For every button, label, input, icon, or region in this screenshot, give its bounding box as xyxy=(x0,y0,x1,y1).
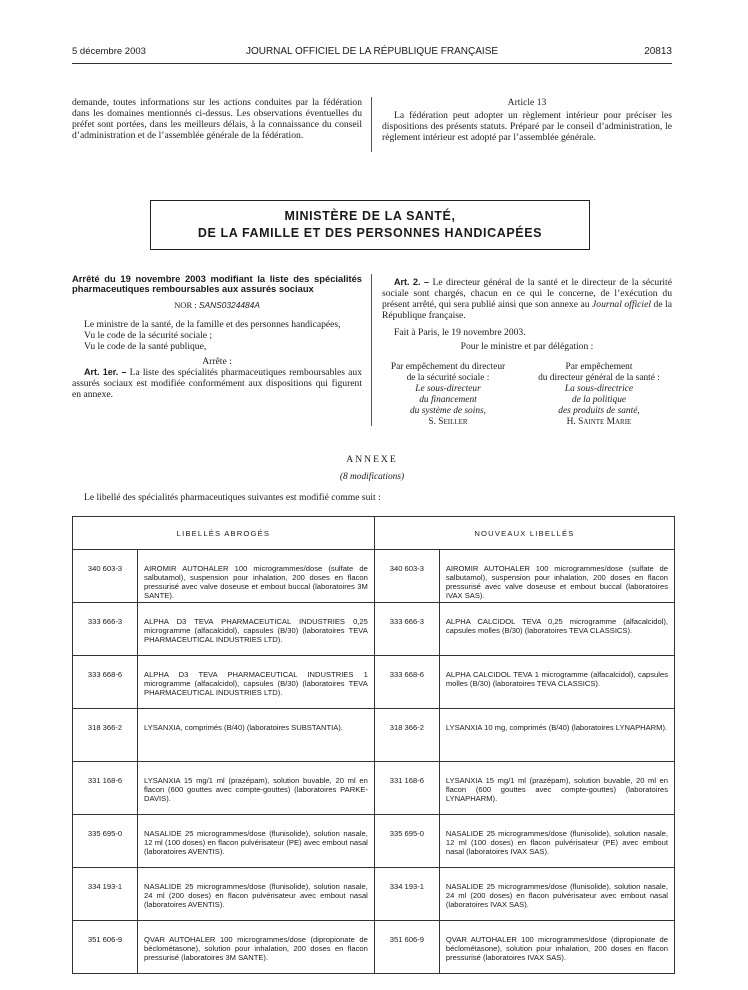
art2-journal: Journal officiel xyxy=(592,299,652,310)
new-code-cell: 334 193-1 xyxy=(374,868,439,921)
annexe-subtitle: (8 modifications) xyxy=(339,472,405,482)
old-label-cell: NASALIDE 25 microgrammes/dose (flunisolide), solution nasale, 24 ml (200 doses) en flacon pulvérisateur avec embout nasal (laboratoires AVENTIS). xyxy=(138,868,375,921)
modifications-table xyxy=(72,516,675,974)
page-header xyxy=(72,46,672,64)
new-code-cell: 318 366-2 xyxy=(374,709,439,762)
new-label-cell: ALPHA CALCIDOL TEVA 1 microgramme (alfacalcidol), capsules molles (B/30) (laboratoires TEVA CLASSICS). xyxy=(439,656,674,709)
annexe-intro: Le libellé des spécialités pharmaceutiques suivantes est modifié comme suit : xyxy=(84,492,381,503)
sig-left-line-2: de la sécurité sociale : xyxy=(406,373,490,383)
arrete-right-column xyxy=(382,277,672,352)
old-label-cell: LYSANXIA, comprimés (B/40) (laboratoires SUBSTANTIA). xyxy=(138,709,375,762)
nor-label: NOR : xyxy=(174,300,199,310)
header-old-labels: LIBELLÉS ABROGÉS xyxy=(73,517,375,550)
old-code-cell: 335 695-0 xyxy=(73,815,138,868)
header-page-number: 20813 xyxy=(644,46,672,57)
old-label-cell: ALPHA D3 TEVA PHARMACEUTICAL INDUSTRIES 0,25 microgramme (alfacalcidol), capsules (B/30) (laboratoires TEVA PHARMACEUTICAL INDUSTRIES LTD). xyxy=(138,603,375,656)
sig-left-line-1: Par empêchement du directeur xyxy=(390,362,506,372)
article-13-title: Article 13 xyxy=(507,97,547,108)
old-code-cell: 333 666-3 xyxy=(73,603,138,656)
table-row xyxy=(73,656,675,709)
column-divider-arrete xyxy=(371,274,372,426)
new-code-cell: 333 668-6 xyxy=(374,656,439,709)
header-rule xyxy=(72,63,672,64)
old-code-cell: 331 168-6 xyxy=(73,762,138,815)
new-label-cell: NASALIDE 25 microgrammes/dose (flunisolide), solution nasale, 24 ml (200 doses) en flacon pulvérisateur avec embout nasal (laboratoires IVAX SAS). xyxy=(439,868,674,921)
old-code-cell: 334 193-1 xyxy=(73,868,138,921)
table-body xyxy=(73,550,675,974)
new-code-cell: 331 168-6 xyxy=(374,762,439,815)
table-row xyxy=(73,868,675,921)
sig-left-name: S. Seiller xyxy=(428,417,468,427)
top-left-paragraph: demande, toutes informations sur les actions conduites par la fédération dans les domaines mentionnés ci-dessus. Les observations éventuelles du préfet sont portées, dans les meilleurs délais, à la connaissance du conseil d’administration et de l’assemblée générale de la fédération. xyxy=(72,97,362,141)
header-journal-title: JOURNAL OFFICIEL DE LA RÉPUBLIQUE FRANÇAISE xyxy=(245,46,499,57)
new-label-cell: LYSANXIA 10 mg, comprimés (B/40) (laboratoires LYNAPHARM). xyxy=(439,709,674,762)
signature-left xyxy=(374,362,522,428)
new-code-cell: 335 695-0 xyxy=(374,815,439,868)
arrete-vu-2: Vu le code de la santé publique, xyxy=(84,341,207,352)
sig-right-title-2: de la politique xyxy=(571,395,627,405)
old-label-cell: AIROMIR AUTOHALER 100 microgrammes/dose (sulfate de salbutamol), suspension pour inhalation, 200 doses en flacon pressurisé avec valve doseuse et embout buccal (laboratoires 3M SANTE). xyxy=(138,550,375,603)
new-code-cell: 340 603-3 xyxy=(374,550,439,603)
new-label-cell: ALPHA CALCIDOL TEVA 0,25 microgramme (alfacalcidol), capsules molles (B/30) (laboratoires TEVA CLASSICS). xyxy=(439,603,674,656)
art1-text: La liste des spécialités pharmaceutiques remboursables aux assurés sociaux est modifiée conformément aux dispositions qui figurent en annexe. xyxy=(72,367,362,400)
table-row xyxy=(73,921,675,974)
old-code-cell: 318 366-2 xyxy=(73,709,138,762)
sig-right-title-1: La sous-directrice xyxy=(564,384,634,394)
old-label-cell: QVAR AUTOHALER 100 microgrammes/dose (dipropionate de béclométasone), solution pour inhalation, 200 doses en flacon pressurisé (laboratoires 3M SANTE). xyxy=(138,921,375,974)
art2-text: Le directeur général de la santé et le directeur de la sécurité sociale sont chargés, chacun en ce qui le concerne, de l’exécution du présent arrêté, qui sera publié ainsi que son annexe au xyxy=(382,277,672,310)
old-label-cell: ALPHA D3 TEVA PHARMACEUTICAL INDUSTRIES 1 microgramme (alfacalcidol), capsules (B/30) (laboratoires TEVA PHARMACEUTICAL INDUSTRIES LTD). xyxy=(138,656,375,709)
art2-label: Art. 2. – xyxy=(394,277,430,287)
art1-label: Art. 1er. – xyxy=(84,367,127,377)
table-row xyxy=(73,603,675,656)
arrete-vu-1: Vu le code de la sécurité sociale ; xyxy=(84,330,213,341)
signature-right xyxy=(524,362,674,428)
ministry-line-1: MINISTÈRE DE LA SANTÉ, xyxy=(284,209,456,223)
arrete-title: Arrêté du 19 novembre 2003 modifiant la liste des spécialités pharmaceutiques remboursables aux assurés sociaux xyxy=(72,273,362,294)
sig-right-line-1: Par empêchement xyxy=(565,362,633,372)
table-row xyxy=(73,709,675,762)
new-label-cell: NASALIDE 25 microgrammes/dose (flunisolide), solution nasale, 12 ml (100 doses) en flacon pulvérisateur (PE) avec embout nasal (laboratoires IVAX SAS). xyxy=(439,815,674,868)
header-date: 5 décembre 2003 xyxy=(72,46,146,57)
old-label-cell: NASALIDE 25 microgrammes/dose (flunisolide), solution nasale, 12 ml (100 doses) en flacon pulvérisateur (PE) avec embout nasal (laboratoires AVENTIS). xyxy=(138,815,375,868)
new-label-cell: LYSANXIA 15 mg/1 ml (prazépam), solution buvable, 20 ml en flacon (600 gouttes avec compte-gouttes) (laboratoires LYNAPHARM). xyxy=(439,762,674,815)
pour-le-ministre: Pour le ministre et par délégation : xyxy=(460,341,594,352)
sig-left-title-2: du financement xyxy=(419,395,477,405)
sig-left-title-1: Le sous-directeur xyxy=(415,384,481,394)
top-left-column xyxy=(72,97,362,141)
new-label-cell: AIROMIR AUTOHALER 100 microgrammes/dose (sulfate de salbutamol), suspension pour inhalation, 200 doses en flacon pressurisé avec valve doseuse et embout buccal (laboratoires IVAX SAS). xyxy=(439,550,674,603)
arrete-label: Arrête : xyxy=(202,356,232,367)
sig-right-title-3: des produits de santé, xyxy=(558,406,640,416)
new-code-cell: 333 666-3 xyxy=(374,603,439,656)
article-13-text: La fédération peut adopter un règlement intérieur pour préciser les dispositions des présents statuts. Préparé par le conseil d’administration, le règlement intérieur est adopté par l’assemblée générale. xyxy=(382,110,672,143)
table-row xyxy=(73,815,675,868)
ministry-line-2: DE LA FAMILLE ET DES PERSONNES HANDICAPÉES xyxy=(197,226,543,240)
table-header-row xyxy=(73,517,675,550)
new-code-cell: 351 606-9 xyxy=(374,921,439,974)
column-divider-top xyxy=(371,97,372,152)
sig-left-title-3: du système de soins, xyxy=(409,406,487,416)
old-label-cell: LYSANXIA 15 mg/1 ml (prazépam), solution buvable, 20 ml en flacon (600 gouttes avec compte-gouttes) (laboratoires PARKE-DAVIS). xyxy=(138,762,375,815)
table-row xyxy=(73,550,675,603)
sig-right-name: H. Sainte Marie xyxy=(566,417,632,427)
annexe-title: ANNEXE xyxy=(346,454,398,465)
fait-a-paris: Fait à Paris, le 19 novembre 2003. xyxy=(394,327,526,338)
top-right-column xyxy=(382,97,672,143)
arrete-intro: Le ministre de la santé, de la famille et des personnes handicapées, xyxy=(84,319,341,330)
table-row xyxy=(73,762,675,815)
old-code-cell: 351 606-9 xyxy=(73,921,138,974)
header-new-labels: NOUVEAUX LIBELLÉS xyxy=(374,517,674,550)
art2-end: de la République française. xyxy=(382,299,672,321)
old-code-cell: 340 603-3 xyxy=(73,550,138,603)
old-code-cell: 333 668-6 xyxy=(73,656,138,709)
arrete-left-column xyxy=(72,274,362,400)
sig-right-line-2: du directeur général de la santé : xyxy=(538,373,660,383)
new-label-cell: QVAR AUTOHALER 100 microgrammes/dose (dipropionate de béclométasone), solution pour inhalation, 200 doses en flacon pressurisé (laboratoires IVAX SAS). xyxy=(439,921,674,974)
nor-code: SANS0324484A xyxy=(198,300,260,310)
ministry-box xyxy=(150,200,590,250)
